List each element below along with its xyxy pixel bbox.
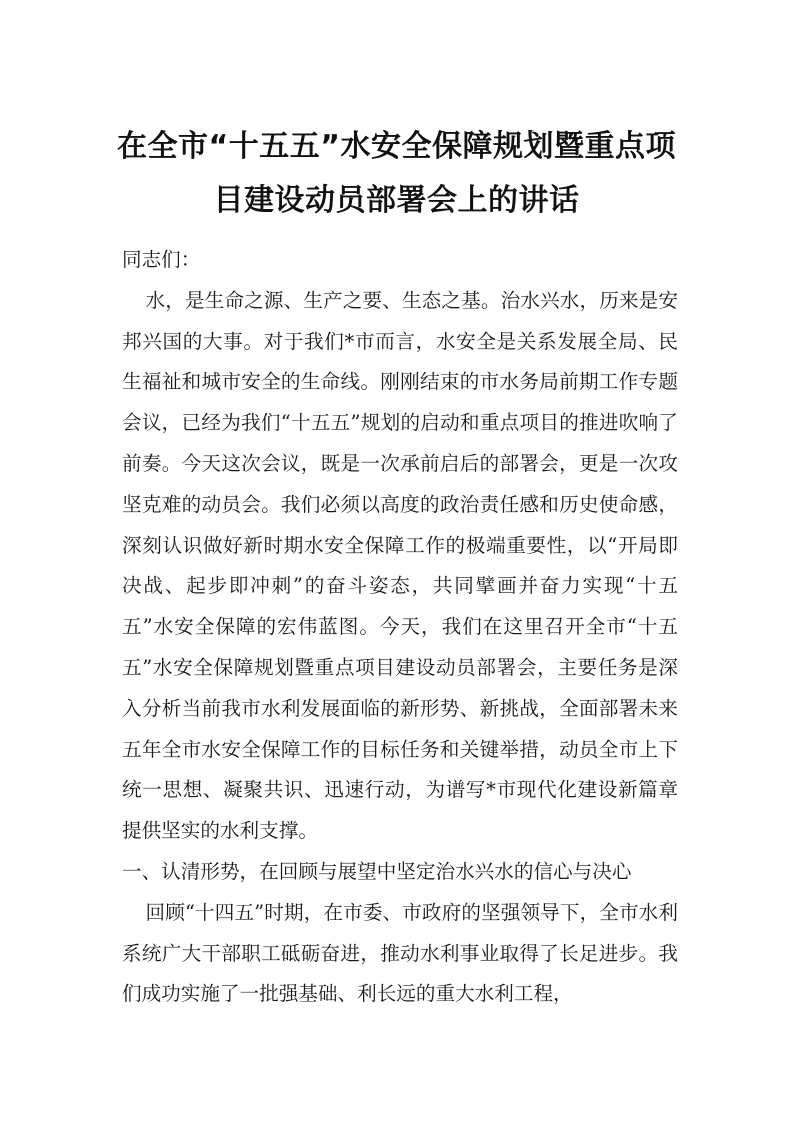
paragraph-review: 回顾“十四五”时期，在市委、市政府的坚强领导下，全市水利系统广大干部职工砥砺奋进，推动水利事业取得了长足进步。我们成功实施了一批强基础、利长远的重大水利工程，	[122, 900, 678, 1006]
document-title	[100, 120, 693, 228]
section-heading: 一、认清形势，在回顾与展望中坚定治水兴水的信心与决心	[122, 859, 632, 883]
title-line-2: 目建设动员部署会上的讲话	[213, 183, 580, 218]
paragraph-intro: 水，是生命之源、生产之要、生态之基。治水兴水，历来是安邦兴国的大事。对于我们*市而言，水安全是关系发展全局、民生福祉和城市安全的生命线。刚刚结束的市水务局前期工作专题会议，已经为我们“十五五”规划的启动和重点项目的推进吹响了前奏。今天这次会议，既是一次承前启后的部署会，更是一次攻坚克难的动员会。我们必须以高度的政治责任感和历史使命感，深刻认识做好新时期水安全保障工作的极端重要性，以“开局即决战、起步即冲刺”的奋斗姿态，共同擘画并奋力实现“十五五”水安全保障的宏伟蓝图。今天，我们在这里召开全市“十五五”水安全保障规划暨重点项目建设动员部署会，主要任务是深入分析当前我市水利发展面临的新形势、新挑战，全面部署未来五年全市水安全保障工作的目标任务和关键举措，动员全市上下统一思想、凝聚共识、迅速行动，为谱写*市现代化建设新篇章提供坚实的水利支撑。	[122, 288, 678, 843]
title-line-1: 在全市“十五五”水安全保障规划暨重点项	[117, 129, 676, 164]
salutation: 同志们：	[122, 248, 201, 271]
document-body	[122, 240, 678, 1015]
